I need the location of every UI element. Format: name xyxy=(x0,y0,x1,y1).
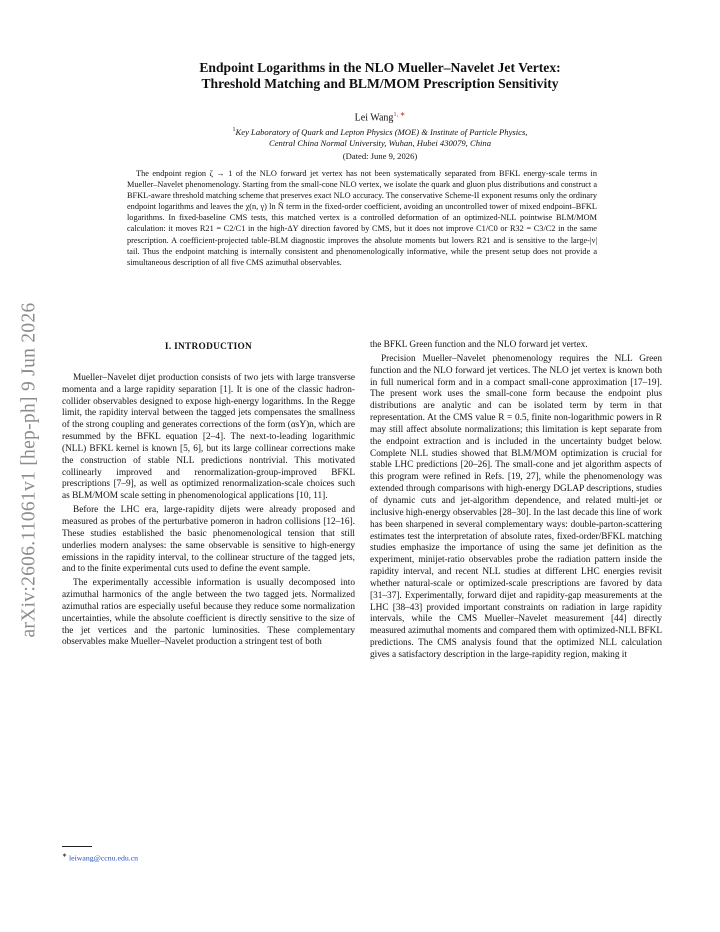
author-name: Lei Wang xyxy=(354,112,394,124)
right-column xyxy=(370,340,662,662)
affiliation xyxy=(130,125,630,149)
left-paragraph-1: Mueller–Navelet dijet production consists of two jets with large transverse momenta and a large rapidity separation [1]. It is one of the classic hadron-collider observables designed to expose high-energy logarithms. In the Regge limit, the rapidity interval between the tagged jets compensates the smallness of the strong coupling and generates corrections of the form (αsY)n, which are resummed by the BFKL equation [2–4]. The next-to-leading logarithmic (NLL) BFKL kernel is known [5, 6], but its large collinear corrections make the construction of stable NLL predictions nontrivial. This motivated collinearly improved and renormalization-group-improved BFKL prescriptions [7–9], as well as optimized renormalization-scale choices such as BLM/MOM scale setting in phenomenological applications [10, 11]. xyxy=(62,372,355,502)
right-paragraph-2: Precision Mueller–Navelet phenomenology requires the NLL Green function and the NLO forward jet vertices. The NLO jet vertex is known both in full numerical form and in a compact small-cone approximation [17–19]. The present work uses the small-cone form because the endpoint plus distributions are analytic and can be isolated term by term in that representation. At the CMS value R = 0.5, finite non-logarithmic powers in R may still affect absolute normalizations; this limitation is kept separate from the endpoint extraction and is included in the uncertainty budget below. Complete NLL studies showed that BLM/MOM optimization is crucial for stable LHC predictions [20–26]. The small-cone and jet algorithm aspects of this program were refined in Refs. [19, 27], while the phenomenology was extended through comparisons with high-energy DGLAP descriptions, studies of dynamic cuts and jet-algorithm dependence, and related multi-jet or inclusive high-energy observables [28–30]. In the last decade this line of work has been sharpened in several complementary ways: double-parton-scattering estimates test the interpretation of absolute rates, fixed-order/BFKL matching studies emphasize the importance of using the same jet definition as the experiment, minijet-ratio observables probe the radiation pattern inside the rapidity interval, and recent NLL studies at different LHC energies revisit whether natural-scale or optimized-scale prescriptions are favored by data [31–37]. Experimentally, forward dijet and rapidity-gap measurements at the LHC [38–43] provided important constraints on radiation in large rapidity intervals, while the CMS Mueller–Navelet measurement [44] directly measured azimuthal moments and compared them with optimized-NLL BFKL predictions. The CMS analysis found that the optimized NLL calculation gives a satisfactory description in the large-rapidity region, making it xyxy=(370,353,662,660)
paper-title xyxy=(100,60,660,92)
left-paragraph-2: Before the LHC era, large-rapidity dijets were already proposed and measured as probes of the perturbative pomeron in hadron collisions [12–16]. These studies established the basic phenomenological tension that still underlies modern analyses: the same observable is sensitive to high-energy emissions in the rapidity interval, to the collinear structure of the tagged jets, and to the finite experimental cuts used to define the event sample. xyxy=(62,505,355,575)
date-line: (Dated: June 9, 2026) xyxy=(342,151,418,161)
author-line xyxy=(100,110,660,123)
footnote-rule xyxy=(62,846,92,847)
left-column xyxy=(62,340,355,649)
title-line-2: Threshold Matching and BLM/MOM Prescription Sensitivity xyxy=(201,76,559,91)
section-heading: I. INTRODUCTION xyxy=(164,342,253,352)
footnote xyxy=(62,852,138,863)
arxiv-identifier xyxy=(8,260,52,680)
footnote-mark: ∗ xyxy=(62,853,68,859)
left-paragraph-3: The experimentally accessible information is usually decomposed into azimuthal harmonics of the angle between the two tagged jets. Normalized azimuthal ratios are especially useful because they reduce some normalization uncertainties, while the absolute coefficient is directly sensitive to the size of the jet vertices and the partonic luminosities. These complementary observables make Mueller–Navelet production a stringent test of both xyxy=(62,578,355,648)
arxiv-id-text: arXiv:2606.11061v1 [hep-ph] 9 Jun 2026 xyxy=(19,302,40,638)
right-paragraph-1: the BFKL Green function and the NLO forward jet vertex. xyxy=(370,340,588,350)
affil-line-1: Key Laboratory of Quark and Lepton Physics (MOE) & Institute of Particle Physics, xyxy=(235,126,528,137)
affil-mark: 1 xyxy=(232,127,236,133)
author-marks[interactable]: 1, ∗ xyxy=(393,111,406,118)
abstract: The endpoint region ζ → 1 of the NLO forward jet vertex has not been systematically separated from BFKL energy-scale terms in Mueller–Navelet phenomenology. Starting from the small-cone NLO vertex, we isolate the quark and gluon plus distributions and construct a BFKL-aware threshold matching scheme that preserves exact NLO accuracy. The conservative Scheme-II exponent resums only the ordinary endpoint logarithms and leaves the χ(n, γ) ln N̄ term in the fixed-order coefficient, avoiding an uncontrolled tower of mixed endpoint–BFKL logarithms. In fixed-baseline CMS tests, this matched vertex is a controlled deformation of an optimized-NLL pointwise BLM/MOM calculation: it moves R21 = C2/C1 in the high-ΔY direction favored by CMS, but it does not improve C1/C0 or R32 = C3/C2 in the same prescription. A coefficient-projected table-BLM diagnostic improves the absolute moments but lowers R21 and is sensitive to the large-|ν| tail. Thus the endpoint matching is internally consistent and phenomenologically informative, while the present setup does not provide a simultaneous description of all five CMS azimuthal observables. xyxy=(127,169,597,267)
title-line-1: Endpoint Logarithms in the NLO Mueller–Navelet Jet Vertex: xyxy=(199,60,561,75)
affil-line-2: Central China Normal University, Wuhan, Hubei 430079, China xyxy=(268,137,491,148)
footnote-email-link[interactable]: leiwang@ccnu.edu.cn xyxy=(68,853,139,863)
